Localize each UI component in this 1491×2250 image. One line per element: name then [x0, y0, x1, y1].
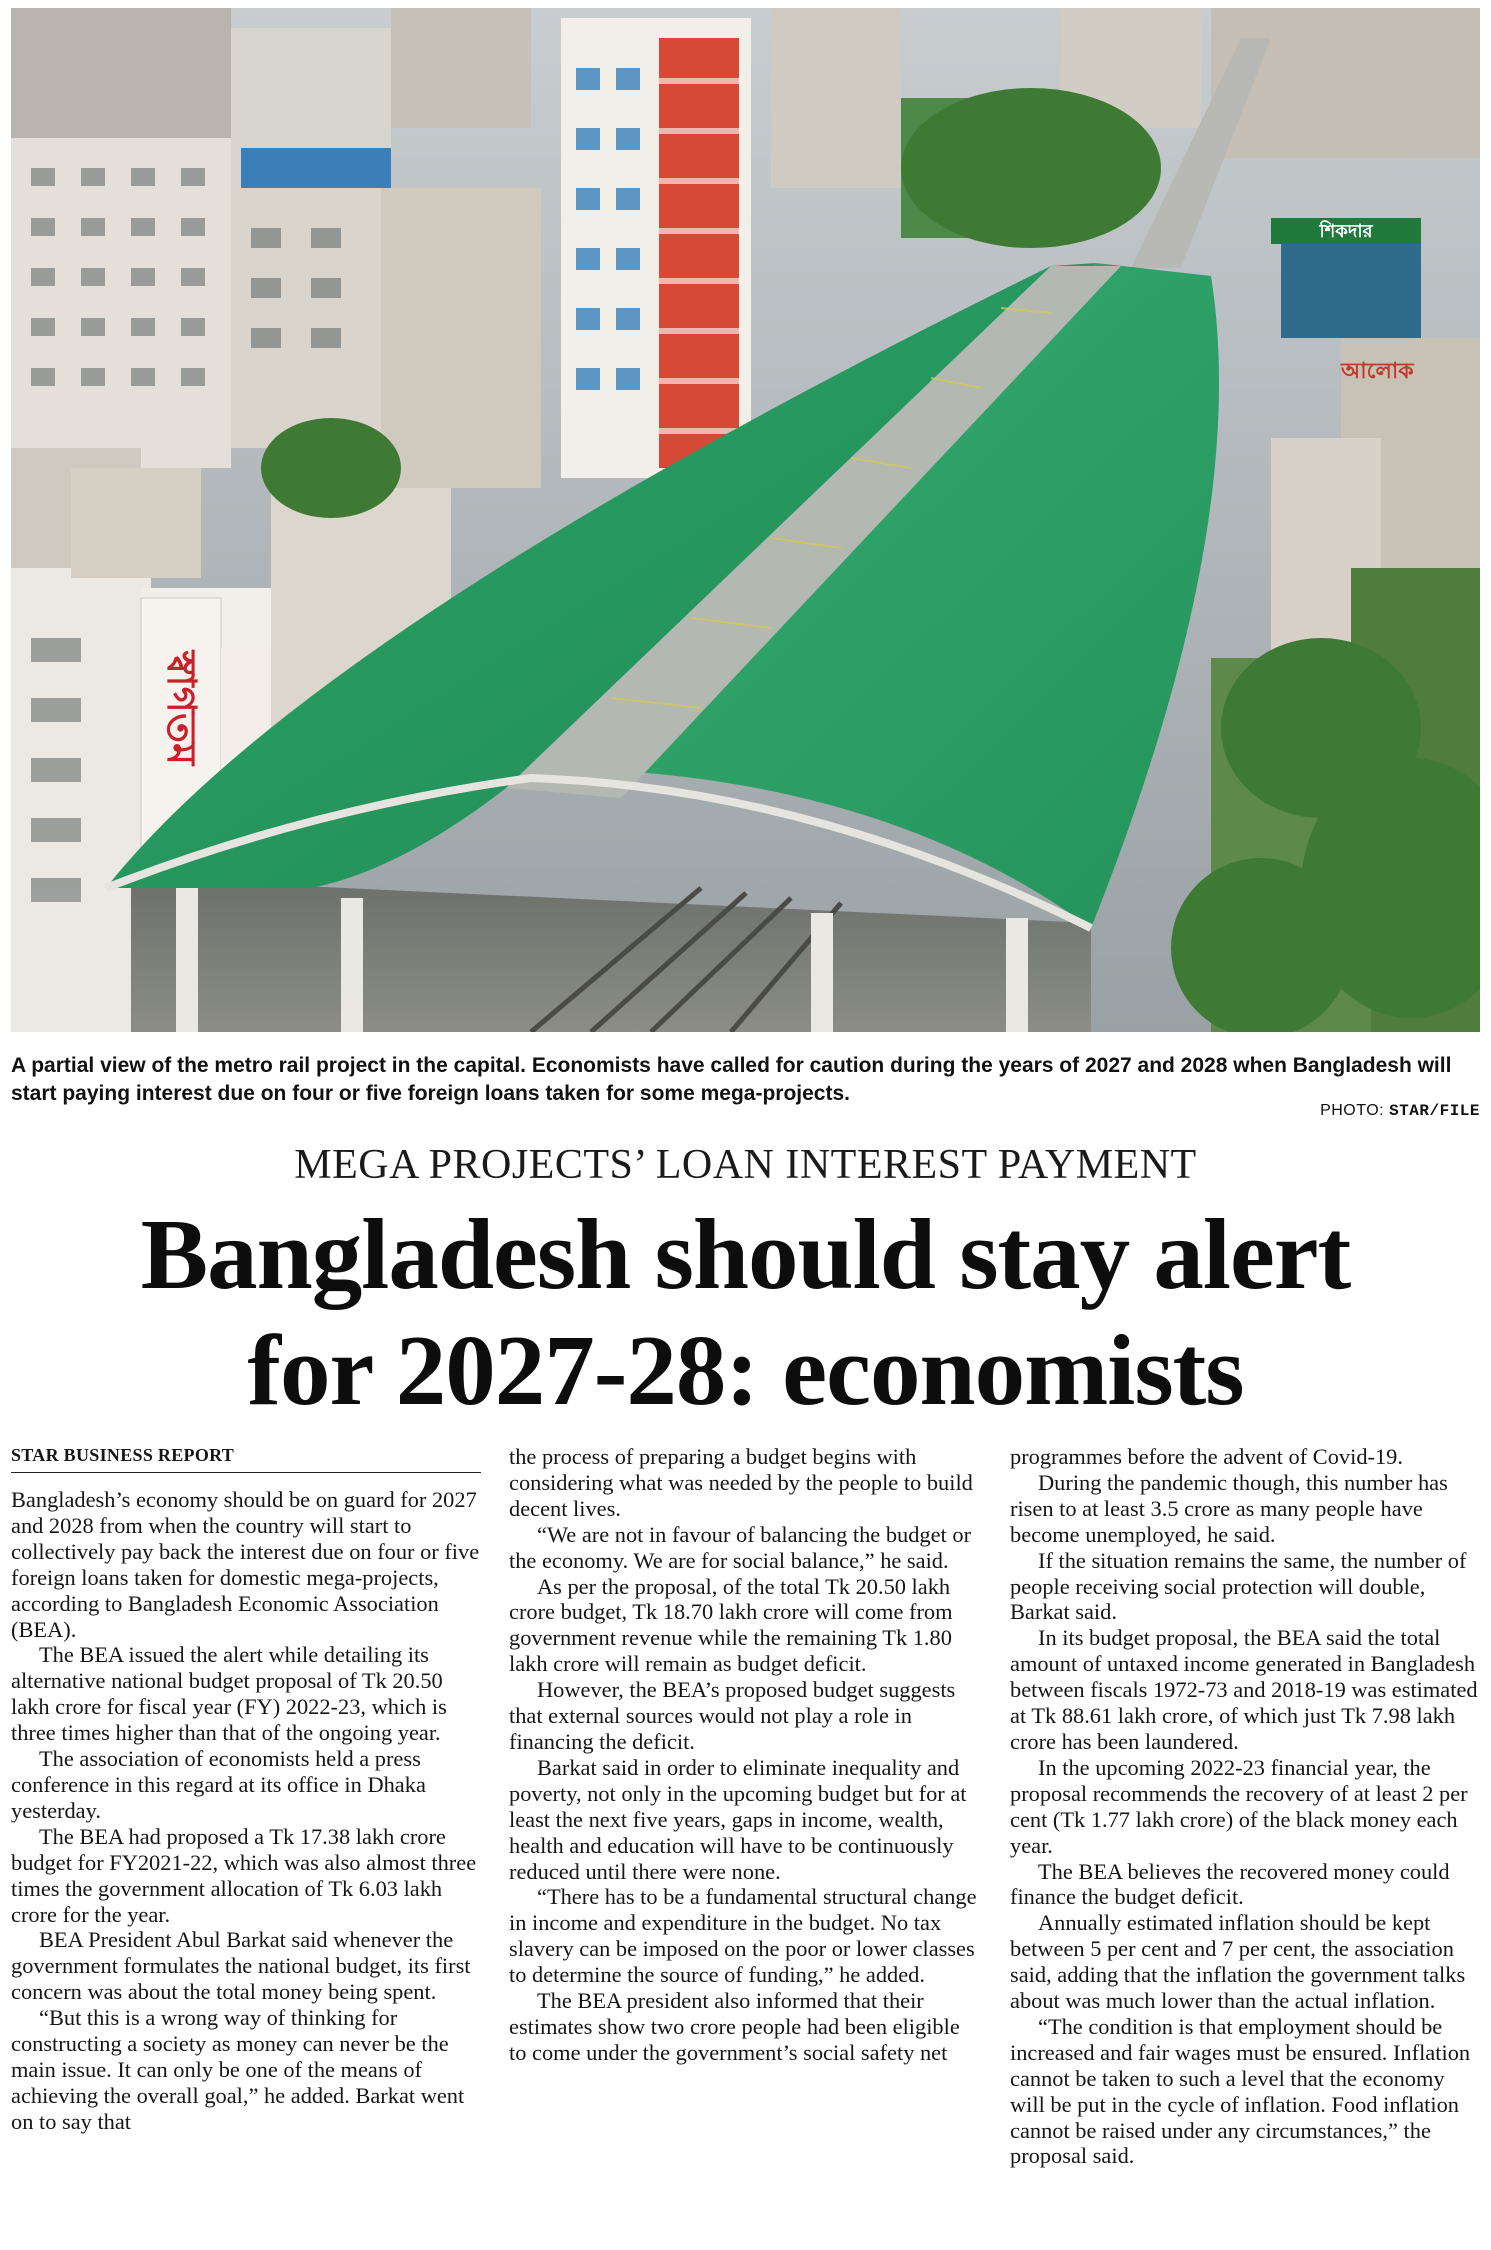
photo-credit	[1320, 1097, 1480, 1125]
red-white-tower	[561, 18, 751, 478]
paragraph: “There has to be a fundamental structural change in income and expenditure in the budget. No tax slavery can be imposed on the poor or lower classes to determine the source of funding,” he added.	[509, 1884, 977, 1988]
paragraph: In the upcoming 2022-23 financial year, the proposal recommends the recovery of at least 2 per cent (Tk 1.77 lakh crore) of the black money each year.	[1010, 1754, 1468, 1858]
paragraph: “The condition is that employment should be increased and fair wages must be ensured. Inflation cannot be taken to such a level that the economy will be put in the cycle of inflation. Food inflation cannot be raised under any circumstances,” the proposal said.	[1010, 2013, 1471, 2169]
metro-rail-photo-illustration	[11, 8, 1480, 1032]
article-headline	[0, 1196, 1491, 1428]
byline: STAR BUSINESS REPORT	[11, 1444, 481, 1473]
paragraph: BEA President Abul Barkat said whenever the government formulates the national budget, its first concern was about the total money being spent.	[11, 1927, 471, 2005]
article-column-2	[509, 1444, 979, 2066]
paragraph: The BEA issued the alert while detailing its alternative national budget proposal of Tk 20.50 lakh crore for fiscal year (FY) 2022-23, which is three times higher than that of the ongoing year.	[11, 1642, 447, 1746]
paragraph: programmes before the advent of Covid-19.	[1010, 1444, 1403, 1469]
paragraph: As per the proposal, of the total Tk 20.50 lakh crore budget, Tk 18.70 lakh crore will come from government revenue while the remaining Tk 1.80 lakh crore will remain as budget deficit.	[509, 1573, 953, 1677]
paragraph: “But this is a wrong way of thinking for constructing a society as money can never be the main issue. It can only be one of the means of achieving the overall goal,” he added. Barkat went on to say that	[11, 2005, 465, 2134]
paragraph: “We are not in favour of balancing the budget or the economy. We are for social balance,” he said.	[509, 1521, 972, 1573]
headline-line-1: Bangladesh should stay alert	[140, 1198, 1351, 1310]
paragraph: the process of preparing a budget begins with considering what was needed by the people to build decent lives.	[509, 1444, 973, 1521]
paragraph: In its budget proposal, the BEA said the total amount of untaxed income generated in Bangladesh between fiscals 1972-73 and 2018-19 was estimated at Tk 88.61 lakh crore, of which just Tk 7.98 lakh crore has been laundered.	[1010, 1625, 1478, 1754]
caption-text: A partial view of the metro rail project in the capital. Economists have called for caution during the years of 2027 and 2028 when Bangladesh will start paying interest due on four or five foreign loans taken for some mega-projects.	[11, 1054, 1452, 1105]
shop-sign-sikdar: শিকদার	[1319, 221, 1373, 242]
photo-caption	[11, 1052, 1480, 1120]
paragraph: The BEA had proposed a Tk 17.38 lakh crore budget for FY2021-22, which was also almost three times the government allocation of Tk 6.03 lakh crore for the year.	[11, 1823, 477, 1927]
paragraph: The BEA believes the recovered money could finance the budget deficit.	[1010, 1858, 1450, 1910]
article-kicker: MEGA PROJECTS’ LOAN INTEREST PAYMENT	[294, 1142, 1197, 1188]
paragraph: The association of economists held a press conference in this regard at its office in Dhaka yesterday.	[11, 1746, 426, 1823]
photo-credit-label: PHOTO:	[1320, 1102, 1385, 1119]
paragraph: If the situation remains the same, the number of people receiving social protection will double, Barkat said.	[1010, 1547, 1467, 1625]
headline-line-2: for 2027-28: economists	[247, 1314, 1244, 1426]
metro-rail-photo	[11, 8, 1480, 1032]
article-body	[11, 1444, 1480, 2244]
paragraph: Annually estimated inflation should be kept between 5 per cent and 7 per cent, the association said, adding that the inflation the government talks about was much lower than the actual inflation.	[1010, 1910, 1466, 2014]
paragraph: However, the BEA’s proposed budget suggests that external sources would not play a role in financing the deficit.	[509, 1677, 956, 1754]
paragraph: The BEA president also informed that their estimates show two crore people had been eligible to come under the government’s social safety net	[509, 1988, 960, 2065]
shop-sign-alok: আলোক	[1341, 359, 1414, 384]
article-column-3	[1010, 1444, 1480, 2169]
photo-credit-source: STAR/FILE	[1389, 1102, 1480, 1120]
article-column-1	[11, 1444, 481, 2135]
welcome-banner-text: স্বাগতম	[158, 650, 204, 766]
paragraph: Bangladesh’s economy should be on guard for 2027 and 2028 from when the country will start to collectively pay back the interest due on four or five foreign loans taken for domestic mega-projects, according to Bangladesh Economic Association (BEA).	[11, 1487, 480, 1642]
paragraph: Barkat said in order to eliminate inequality and poverty, not only in the upcoming budget but for at least the next five years, gaps in income, wealth, health and education will have to be continuously reduced until there were none.	[509, 1754, 967, 1884]
paragraph: During the pandemic though, this number has risen to at least 3.5 crore as many people have become unemployed, he said.	[1010, 1469, 1448, 1547]
